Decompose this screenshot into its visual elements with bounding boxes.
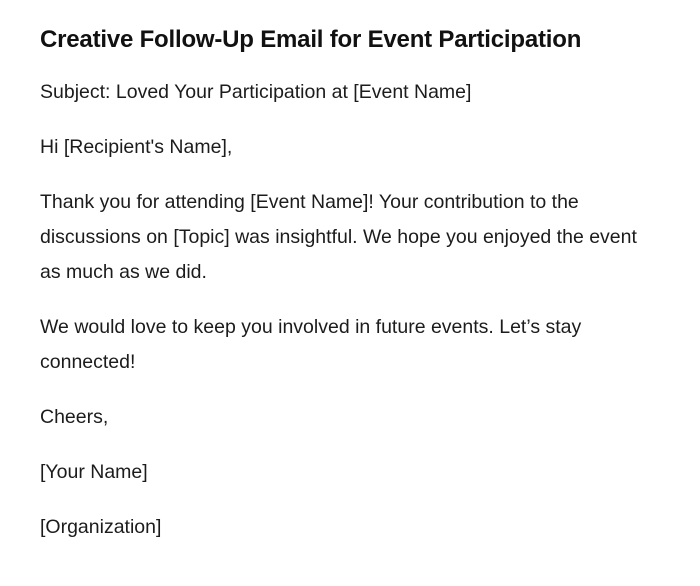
email-subject-line: Subject: Loved Your Participation at [Event Name] <box>40 81 472 103</box>
email-closing: Cheers, <box>40 406 109 428</box>
email-signature-name: [Your Name] <box>40 461 148 483</box>
email-greeting: Hi [Recipient's Name], <box>40 136 233 158</box>
email-signature-organization: [Organization] <box>40 516 162 538</box>
document-title: Creative Follow-Up Email for Event Participation <box>40 26 582 53</box>
email-body-paragraph-1: Thank you for attending [Event Name]! Your contribution to the discussions on [Topic] was insightful. We hope you enjoyed the event as much as we did. <box>40 191 637 283</box>
email-body-paragraph-2: We would love to keep you involved in future events. Let’s stay connected! <box>40 316 582 373</box>
